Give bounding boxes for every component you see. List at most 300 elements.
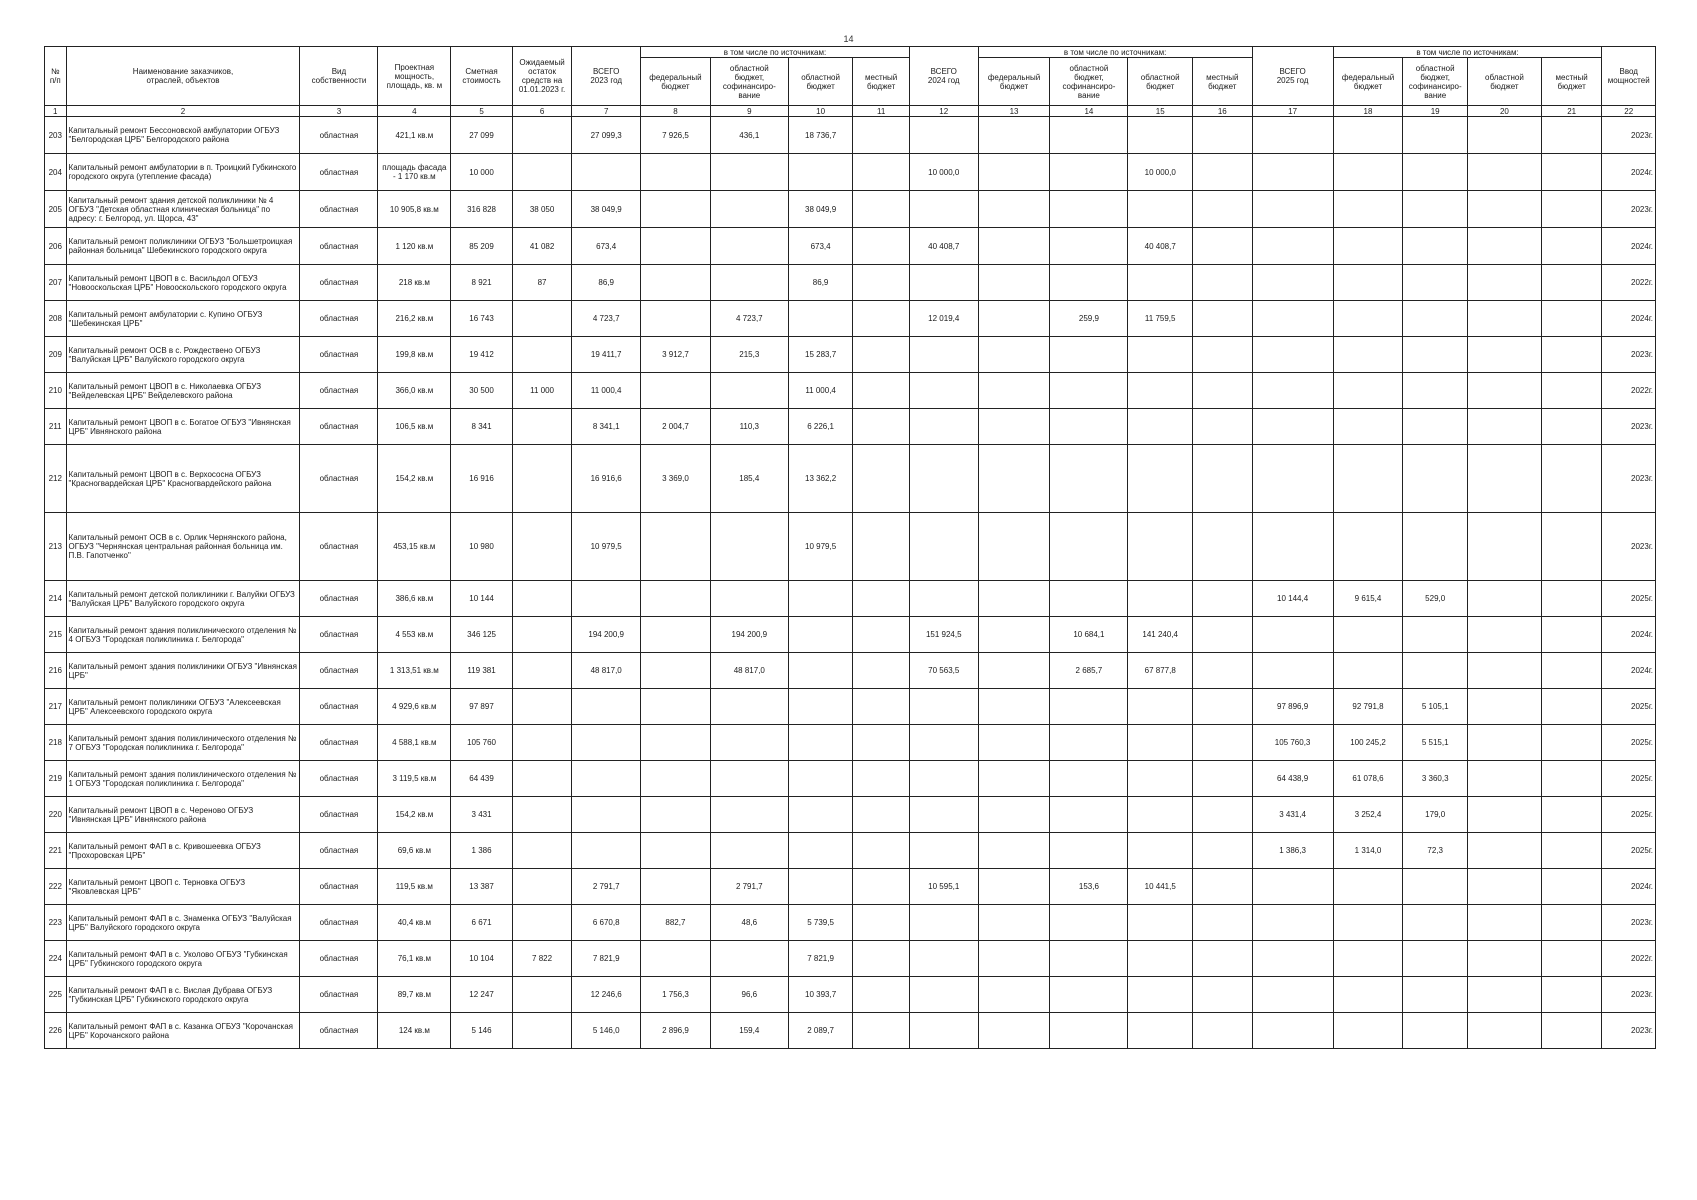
capacity-cell: 119,5 кв.м [378, 869, 451, 905]
regional-2023-cell [788, 154, 853, 191]
regional-cofin-2023-cell: 4 723,7 [710, 301, 788, 337]
local-2024-cell [1193, 154, 1253, 191]
commissioning-year-cell: 2022г. [1602, 265, 1656, 301]
header-federal-2025: федеральный бюджет [1333, 58, 1403, 106]
regional-2024-cell [1128, 689, 1193, 725]
regional-cofin-2023-cell [710, 191, 788, 228]
table-row [45, 869, 1656, 905]
local-2025-cell [1541, 117, 1602, 154]
regional-cofin-2025-cell: 3 360,3 [1403, 761, 1468, 797]
federal-2024-cell [978, 905, 1050, 941]
regional-2024-cell [1128, 905, 1193, 941]
table-row [45, 513, 1656, 581]
capacity-cell: 4 929,6 кв.м [378, 689, 451, 725]
total-2023-cell: 2 791,7 [572, 869, 641, 905]
table-row [45, 373, 1656, 409]
total-2024-cell: 10 595,1 [909, 869, 978, 905]
commissioning-year-cell: 2025г. [1602, 689, 1656, 725]
commissioning-year-cell: 2023г. [1602, 191, 1656, 228]
expected-balance-cell [512, 977, 572, 1013]
local-2024-cell [1193, 373, 1253, 409]
regional-cofin-2025-cell [1403, 154, 1468, 191]
federal-2024-cell [978, 265, 1050, 301]
regional-2023-cell: 18 736,7 [788, 117, 853, 154]
header-federal-2023: федеральный бюджет [641, 58, 711, 106]
total-2023-cell: 7 821,9 [572, 941, 641, 977]
federal-2023-cell [641, 617, 711, 653]
federal-2024-cell [978, 941, 1050, 977]
regional-cofin-2023-cell: 194 200,9 [710, 617, 788, 653]
table-row [45, 337, 1656, 373]
local-2023-cell [853, 191, 909, 228]
regional-2025-cell [1468, 869, 1542, 905]
regional-cofin-2025-cell: 179,0 [1403, 797, 1468, 833]
row-number-cell: 213 [45, 513, 67, 581]
regional-2023-cell [788, 725, 853, 761]
local-2025-cell [1541, 797, 1602, 833]
column-number: 12 [909, 106, 978, 117]
estimated-cost-cell: 346 125 [451, 617, 513, 653]
local-2024-cell [1193, 725, 1253, 761]
regional-cofin-2024-cell [1050, 941, 1128, 977]
federal-2025-cell [1333, 941, 1403, 977]
expected-balance-cell [512, 689, 572, 725]
total-2023-cell: 12 246,6 [572, 977, 641, 1013]
estimated-cost-cell: 85 209 [451, 228, 513, 265]
ownership-cell: областная [300, 265, 378, 301]
regional-2024-cell [1128, 337, 1193, 373]
estimated-cost-cell: 13 387 [451, 869, 513, 905]
regional-cofin-2023-cell [710, 513, 788, 581]
commissioning-year-cell: 2022г. [1602, 373, 1656, 409]
federal-2025-cell [1333, 653, 1403, 689]
expected-balance-cell [512, 301, 572, 337]
federal-2025-cell [1333, 977, 1403, 1013]
local-2025-cell [1541, 301, 1602, 337]
header-local-2024: местный бюджет [1193, 58, 1253, 106]
local-2023-cell [853, 941, 909, 977]
table-row [45, 617, 1656, 653]
local-2024-cell [1193, 228, 1253, 265]
table-row [45, 409, 1656, 445]
local-2023-cell [853, 797, 909, 833]
federal-2024-cell [978, 301, 1050, 337]
table-row [45, 154, 1656, 191]
expected-balance-cell: 87 [512, 265, 572, 301]
total-2024-cell: 70 563,5 [909, 653, 978, 689]
regional-cofin-2024-cell [1050, 445, 1128, 513]
regional-2025-cell [1468, 337, 1542, 373]
regional-2025-cell [1468, 761, 1542, 797]
expected-balance-cell [512, 905, 572, 941]
regional-2023-cell: 38 049,9 [788, 191, 853, 228]
regional-cofin-2025-cell [1403, 228, 1468, 265]
regional-2025-cell [1468, 977, 1542, 1013]
header-name: Наименование заказчиков, отраслей, объектов [66, 47, 300, 106]
local-2024-cell [1193, 905, 1253, 941]
regional-2024-cell: 10 441,5 [1128, 869, 1193, 905]
federal-2023-cell [641, 689, 711, 725]
total-2023-cell [572, 154, 641, 191]
regional-cofin-2023-cell: 185,4 [710, 445, 788, 513]
expected-balance-cell [512, 409, 572, 445]
page-number: 14 [843, 34, 854, 44]
local-2024-cell [1193, 941, 1253, 977]
total-2025-cell [1252, 117, 1333, 154]
federal-2023-cell: 2 896,9 [641, 1013, 711, 1049]
row-number-cell: 216 [45, 653, 67, 689]
total-2023-cell: 8 341,1 [572, 409, 641, 445]
commissioning-year-cell: 2022г. [1602, 941, 1656, 977]
regional-cofin-2025-cell: 5 105,1 [1403, 689, 1468, 725]
local-2024-cell [1193, 797, 1253, 833]
object-name-cell: Капитальный ремонт амбулатории с. Купино ОГБУЗ "Шебекинская ЦРБ" [66, 301, 300, 337]
federal-2024-cell [978, 191, 1050, 228]
commissioning-year-cell: 2024г. [1602, 653, 1656, 689]
capacity-cell: 3 119,5 кв.м [378, 761, 451, 797]
local-2023-cell [853, 337, 909, 373]
estimated-cost-cell: 10 980 [451, 513, 513, 581]
total-2025-cell: 1 386,3 [1252, 833, 1333, 869]
federal-2025-cell: 61 078,6 [1333, 761, 1403, 797]
regional-2023-cell: 86,9 [788, 265, 853, 301]
total-2023-cell [572, 725, 641, 761]
ownership-cell: областная [300, 513, 378, 581]
table-row [45, 117, 1656, 154]
federal-2024-cell [978, 154, 1050, 191]
local-2023-cell [853, 154, 909, 191]
total-2023-cell: 19 411,7 [572, 337, 641, 373]
header-commissioning: Ввод мощностей [1602, 47, 1656, 106]
object-name-cell: Капитальный ремонт поликлиники ОГБУЗ "Алексеевская ЦРБ" Алексеевского городского округа [66, 689, 300, 725]
table-row [45, 653, 1656, 689]
local-2025-cell [1541, 373, 1602, 409]
federal-2023-cell [641, 761, 711, 797]
expected-balance-cell [512, 797, 572, 833]
total-2025-cell [1252, 869, 1333, 905]
local-2025-cell [1541, 977, 1602, 1013]
object-name-cell: Капитальный ремонт здания детской поликлиники № 4 ОГБУЗ "Детская областная клиническая больница" по адресу: г. Белгород, ул. Щорса, 43" [66, 191, 300, 228]
regional-2024-cell [1128, 445, 1193, 513]
total-2023-cell: 6 670,8 [572, 905, 641, 941]
local-2023-cell [853, 265, 909, 301]
regional-cofin-2023-cell [710, 228, 788, 265]
federal-2023-cell: 7 926,5 [641, 117, 711, 154]
ownership-cell: областная [300, 833, 378, 869]
header-expected-balance: Ожидаемый остаток средств на 01.01.2023 г. [512, 47, 572, 106]
capacity-cell: 216,2 кв.м [378, 301, 451, 337]
federal-2025-cell [1333, 228, 1403, 265]
ownership-cell: областная [300, 445, 378, 513]
column-number: 17 [1252, 106, 1333, 117]
total-2025-cell [1252, 409, 1333, 445]
regional-2023-cell: 11 000,4 [788, 373, 853, 409]
total-2025-cell [1252, 154, 1333, 191]
expected-balance-cell [512, 617, 572, 653]
regional-2024-cell: 67 877,8 [1128, 653, 1193, 689]
regional-2023-cell: 5 739,5 [788, 905, 853, 941]
federal-2025-cell [1333, 513, 1403, 581]
estimated-cost-cell: 5 146 [451, 1013, 513, 1049]
local-2025-cell [1541, 191, 1602, 228]
regional-2023-cell: 15 283,7 [788, 337, 853, 373]
commissioning-year-cell: 2023г. [1602, 977, 1656, 1013]
regional-2023-cell [788, 581, 853, 617]
local-2023-cell [853, 409, 909, 445]
total-2025-cell: 64 438,9 [1252, 761, 1333, 797]
local-2024-cell [1193, 761, 1253, 797]
object-name-cell: Капитальный ремонт Бессоновской амбулатории ОГБУЗ "Белгородская ЦРБ" Белгородского района [66, 117, 300, 154]
federal-2023-cell [641, 725, 711, 761]
regional-cofin-2025-cell [1403, 1013, 1468, 1049]
object-name-cell: Капитальный ремонт ФАП в с. Уколово ОГБУЗ "Губкинская ЦРБ" Губкинского городского округа [66, 941, 300, 977]
regional-2025-cell [1468, 445, 1542, 513]
header-sources-2024: в том числе по источникам: [978, 47, 1252, 58]
table-row [45, 761, 1656, 797]
header-regional-2025: областной бюджет [1468, 58, 1542, 106]
regional-2024-cell: 40 408,7 [1128, 228, 1193, 265]
total-2025-cell [1252, 941, 1333, 977]
federal-2024-cell [978, 617, 1050, 653]
header-total-2024: ВСЕГО 2024 год [909, 47, 978, 106]
column-number: 13 [978, 106, 1050, 117]
total-2023-cell: 5 146,0 [572, 1013, 641, 1049]
regional-2025-cell [1468, 154, 1542, 191]
federal-2024-cell [978, 761, 1050, 797]
total-2024-cell [909, 337, 978, 373]
federal-2023-cell [641, 833, 711, 869]
regional-cofin-2025-cell [1403, 117, 1468, 154]
regional-cofin-2024-cell [1050, 689, 1128, 725]
column-number: 20 [1468, 106, 1542, 117]
regional-cofin-2025-cell [1403, 409, 1468, 445]
ownership-cell: областная [300, 617, 378, 653]
table-row [45, 833, 1656, 869]
total-2025-cell [1252, 337, 1333, 373]
expected-balance-cell: 7 822 [512, 941, 572, 977]
local-2025-cell [1541, 905, 1602, 941]
regional-cofin-2024-cell [1050, 977, 1128, 1013]
regional-2024-cell [1128, 941, 1193, 977]
column-number: 6 [512, 106, 572, 117]
total-2025-cell [1252, 617, 1333, 653]
capacity-cell: 106,5 кв.м [378, 409, 451, 445]
column-number: 21 [1541, 106, 1602, 117]
regional-cofin-2025-cell [1403, 301, 1468, 337]
capacity-cell: площадь фасада - 1 170 кв.м [378, 154, 451, 191]
regional-2023-cell [788, 689, 853, 725]
estimated-cost-cell: 10 144 [451, 581, 513, 617]
expected-balance-cell [512, 653, 572, 689]
total-2024-cell: 40 408,7 [909, 228, 978, 265]
capacity-cell: 453,15 кв.м [378, 513, 451, 581]
header-regional-cofin-2024: областной бюджет, софинансиро- вание [1050, 58, 1128, 106]
regional-cofin-2025-cell [1403, 617, 1468, 653]
regional-cofin-2024-cell [1050, 228, 1128, 265]
federal-2023-cell [641, 513, 711, 581]
estimated-cost-cell: 16 916 [451, 445, 513, 513]
regional-2025-cell [1468, 265, 1542, 301]
estimated-cost-cell: 105 760 [451, 725, 513, 761]
row-number-cell: 217 [45, 689, 67, 725]
commissioning-year-cell: 2023г. [1602, 513, 1656, 581]
ownership-cell: областная [300, 653, 378, 689]
column-number: 5 [451, 106, 513, 117]
total-2024-cell [909, 905, 978, 941]
capacity-cell: 40,4 кв.м [378, 905, 451, 941]
federal-2023-cell [641, 581, 711, 617]
object-name-cell: Капитальный ремонт здания поликлинического отделения № 4 ОГБУЗ "Городская поликлиника г. Белгорода" [66, 617, 300, 653]
commissioning-year-cell: 2025г. [1602, 581, 1656, 617]
local-2023-cell [853, 869, 909, 905]
regional-2025-cell [1468, 833, 1542, 869]
capacity-cell: 4 588,1 кв.м [378, 725, 451, 761]
regional-cofin-2023-cell: 2 791,7 [710, 869, 788, 905]
federal-2025-cell [1333, 409, 1403, 445]
row-number-cell: 204 [45, 154, 67, 191]
federal-2025-cell: 3 252,4 [1333, 797, 1403, 833]
total-2023-cell [572, 833, 641, 869]
table-row [45, 725, 1656, 761]
regional-cofin-2024-cell [1050, 761, 1128, 797]
regional-cofin-2024-cell [1050, 191, 1128, 228]
capacity-cell: 154,2 кв.м [378, 797, 451, 833]
federal-2024-cell [978, 1013, 1050, 1049]
local-2025-cell [1541, 445, 1602, 513]
local-2025-cell [1541, 617, 1602, 653]
regional-cofin-2023-cell [710, 581, 788, 617]
total-2025-cell [1252, 445, 1333, 513]
local-2024-cell [1193, 337, 1253, 373]
regional-2025-cell [1468, 617, 1542, 653]
row-number-cell: 220 [45, 797, 67, 833]
total-2025-cell [1252, 653, 1333, 689]
capacity-cell: 199,8 кв.м [378, 337, 451, 373]
row-number-cell: 221 [45, 833, 67, 869]
total-2025-cell [1252, 513, 1333, 581]
ownership-cell: областная [300, 191, 378, 228]
regional-2023-cell [788, 833, 853, 869]
regional-cofin-2025-cell [1403, 337, 1468, 373]
expected-balance-cell [512, 581, 572, 617]
ownership-cell: областная [300, 689, 378, 725]
federal-2024-cell [978, 689, 1050, 725]
federal-2024-cell [978, 228, 1050, 265]
capacity-cell: 154,2 кв.м [378, 445, 451, 513]
column-number: 22 [1602, 106, 1656, 117]
ownership-cell: областная [300, 117, 378, 154]
ownership-cell: областная [300, 761, 378, 797]
commissioning-year-cell: 2025г. [1602, 797, 1656, 833]
local-2025-cell [1541, 941, 1602, 977]
total-2025-cell [1252, 191, 1333, 228]
commissioning-year-cell: 2023г. [1602, 117, 1656, 154]
commissioning-year-cell: 2024г. [1602, 617, 1656, 653]
federal-2023-cell [641, 373, 711, 409]
regional-2023-cell: 13 362,2 [788, 445, 853, 513]
object-name-cell: Капитальный ремонт ЦВОП в с. Череново ОГБУЗ "Ивнянская ЦРБ" Ивнянского района [66, 797, 300, 833]
header-federal-2024: федеральный бюджет [978, 58, 1050, 106]
regional-cofin-2023-cell [710, 373, 788, 409]
row-number-cell: 208 [45, 301, 67, 337]
table-row [45, 228, 1656, 265]
regional-2025-cell [1468, 1013, 1542, 1049]
regional-2025-cell [1468, 653, 1542, 689]
regional-cofin-2025-cell [1403, 373, 1468, 409]
total-2024-cell [909, 833, 978, 869]
regional-cofin-2025-cell [1403, 905, 1468, 941]
federal-2023-cell: 2 004,7 [641, 409, 711, 445]
local-2025-cell [1541, 761, 1602, 797]
header-capacity: Проектная мощность, площадь, кв. м [378, 47, 451, 106]
total-2025-cell: 97 896,9 [1252, 689, 1333, 725]
regional-2023-cell [788, 617, 853, 653]
total-2024-cell [909, 117, 978, 154]
capacity-cell: 89,7 кв.м [378, 977, 451, 1013]
regional-2023-cell [788, 653, 853, 689]
federal-2025-cell [1333, 617, 1403, 653]
commissioning-year-cell: 2023г. [1602, 337, 1656, 373]
total-2024-cell: 12 019,4 [909, 301, 978, 337]
table-row [45, 265, 1656, 301]
regional-2023-cell: 10 979,5 [788, 513, 853, 581]
regional-2023-cell: 673,4 [788, 228, 853, 265]
local-2023-cell [853, 301, 909, 337]
regional-2023-cell: 7 821,9 [788, 941, 853, 977]
federal-2023-cell [641, 265, 711, 301]
total-2024-cell [909, 1013, 978, 1049]
ownership-cell: областная [300, 725, 378, 761]
total-2023-cell [572, 581, 641, 617]
local-2025-cell [1541, 513, 1602, 581]
estimated-cost-cell: 1 386 [451, 833, 513, 869]
regional-cofin-2024-cell [1050, 409, 1128, 445]
local-2023-cell [853, 905, 909, 941]
local-2025-cell [1541, 265, 1602, 301]
regional-cofin-2024-cell [1050, 1013, 1128, 1049]
regional-cofin-2025-cell: 529,0 [1403, 581, 1468, 617]
commissioning-year-cell: 2025г. [1602, 833, 1656, 869]
regional-cofin-2025-cell [1403, 977, 1468, 1013]
regional-2025-cell [1468, 941, 1542, 977]
regional-cofin-2024-cell [1050, 581, 1128, 617]
total-2023-cell: 4 723,7 [572, 301, 641, 337]
total-2024-cell [909, 761, 978, 797]
ownership-cell: областная [300, 869, 378, 905]
federal-2024-cell [978, 725, 1050, 761]
regional-cofin-2023-cell [710, 689, 788, 725]
local-2025-cell [1541, 337, 1602, 373]
total-2025-cell [1252, 1013, 1333, 1049]
federal-2024-cell [978, 445, 1050, 513]
commissioning-year-cell: 2023г. [1602, 409, 1656, 445]
header-ownership: Вид собственности [300, 47, 378, 106]
local-2024-cell [1193, 513, 1253, 581]
regional-cofin-2024-cell [1050, 373, 1128, 409]
commissioning-year-cell: 2024г. [1602, 228, 1656, 265]
total-2023-cell [572, 761, 641, 797]
expected-balance-cell [512, 337, 572, 373]
regional-cofin-2024-cell [1050, 513, 1128, 581]
federal-2024-cell [978, 581, 1050, 617]
row-number-cell: 222 [45, 869, 67, 905]
regional-2024-cell [1128, 265, 1193, 301]
object-name-cell: Капитальный ремонт амбулатории в п. Троицкий Губкинского городского округа (утепление фасада) [66, 154, 300, 191]
capacity-cell: 1 120 кв.м [378, 228, 451, 265]
local-2023-cell [853, 117, 909, 154]
local-2024-cell [1193, 653, 1253, 689]
header-total-2023: ВСЕГО 2023 год [572, 47, 641, 106]
